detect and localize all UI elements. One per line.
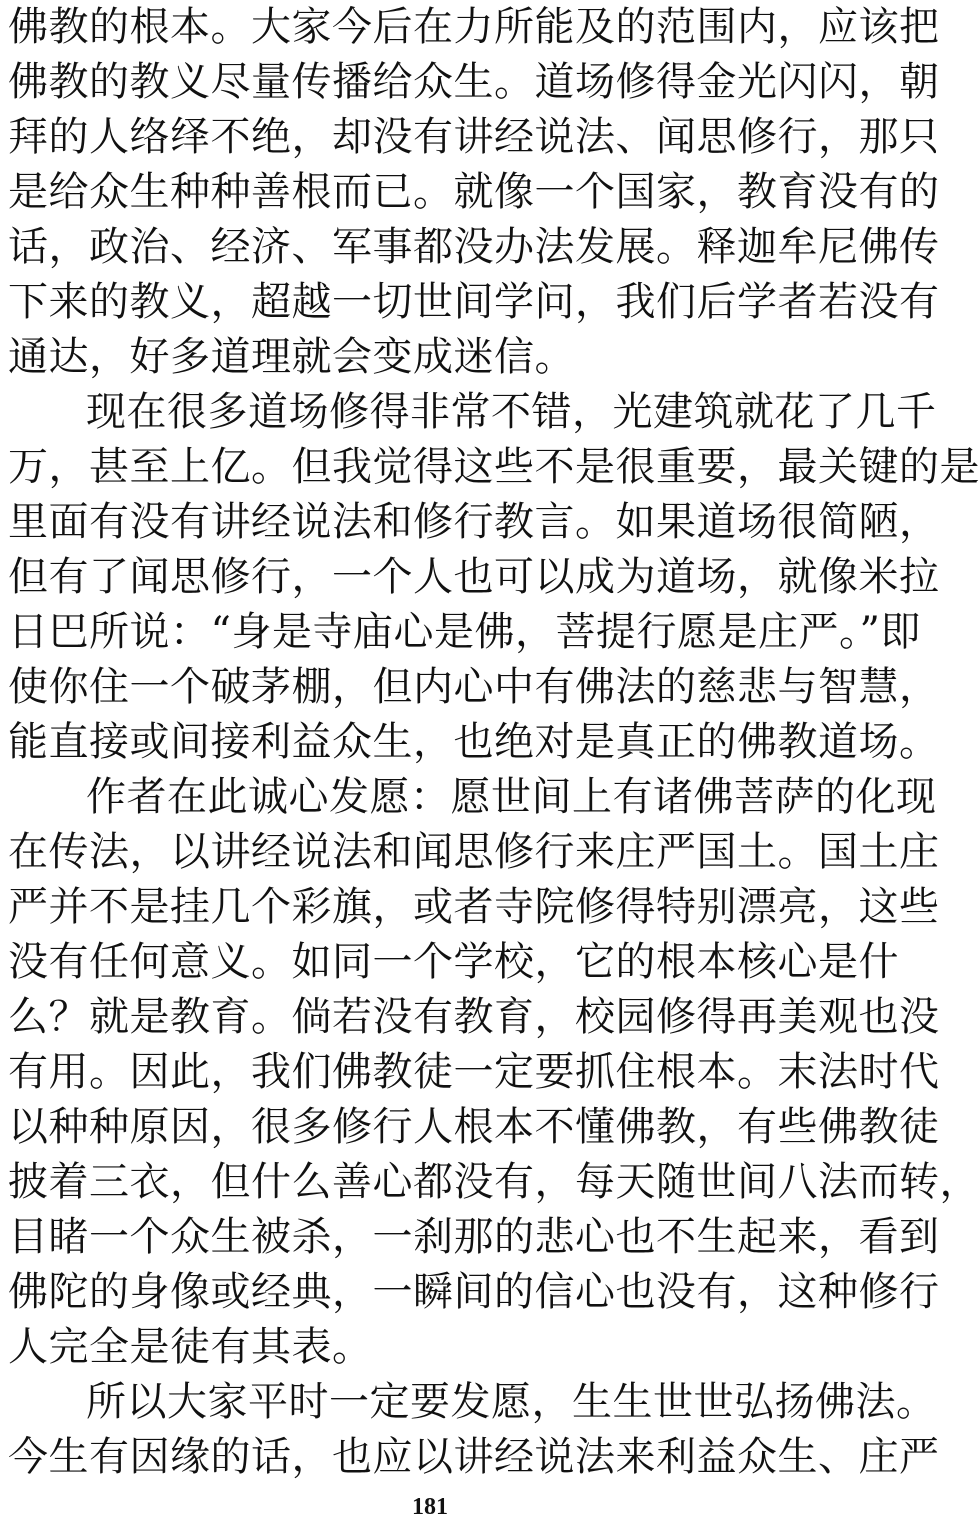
paragraph-start-line: 作者在此诚心发愿：愿世间上有诸佛菩萨的化现 (86, 774, 937, 820)
text-line: 严并不是挂几个彩旗，或者寺院修得特别漂亮，这些 (8, 884, 940, 930)
text-line: 人完全是徒有其表。 (8, 1324, 373, 1370)
text-line: 日巴所说：“身是寺庙心是佛，菩提行愿是庄严。”即 (8, 609, 921, 655)
text-line: 佛教的教义尽量传播给众生。道场修得金光闪闪，朝 (8, 59, 940, 105)
text-line: 使你住一个破茅棚，但内心中有佛法的慈悲与智慧， (8, 664, 940, 710)
text-line: 能直接或间接利益众生，也绝对是真正的佛教道场。 (8, 719, 940, 765)
text-line: 披着三衣，但什么善心都没有，每天随世间八法而转， (8, 1159, 980, 1205)
text-line: 话，政治、经济、军事都没办法发展。释迦牟尼佛传 (8, 224, 940, 270)
text-line: 是给众生种种善根而已。就像一个国家，教育没有的 (8, 169, 940, 215)
text-line: 拜的人络绎不绝，却没有讲经说法、闻思修行，那只 (8, 114, 940, 160)
text-line: 以种种原因，很多修行人根本不懂佛教，有些佛教徒 (8, 1104, 940, 1150)
body-text (8, 0, 980, 1485)
text-line: 里面有没有讲经说法和修行教言。如果道场很简陋， (8, 499, 940, 545)
text-line: 今生有因缘的话，也应以讲经说法来利益众生、庄严 (8, 1434, 940, 1480)
text-line: 但有了闻思修行，一个人也可以成为道场，就像米拉 (8, 554, 940, 600)
text-line: 有用。因此，我们佛教徒一定要抓住根本。末法时代 (8, 1049, 940, 1095)
text-line: 在传法，以讲经说法和闻思修行来庄严国土。国土庄 (8, 829, 940, 875)
text-line: 通达，好多道理就会变成迷信。 (8, 334, 575, 380)
text-line: 没有任何意义。如同一个学校，它的根本核心是什 (8, 939, 899, 985)
paragraph-start-line: 所以大家平时一定要发愿，生生世世弘扬佛法。 (86, 1379, 937, 1425)
paragraph-start-line: 现在很多道场修得非常不错，光建筑就花了几千 (86, 389, 937, 435)
text-line: 下来的教义，超越一切世间学问，我们后学者若没有 (8, 279, 940, 325)
text-line: 佛教的根本。大家今后在力所能及的范围内，应该把 (8, 4, 940, 50)
text-line: 么？就是教育。倘若没有教育，校园修得再美观也没 (8, 994, 940, 1040)
text-line: 万，甚至上亿。但我觉得这些不是很重要，最关键的是 (8, 444, 980, 490)
text-line: 目睹一个众生被杀，一刹那的悲心也不生起来，看到 (8, 1214, 940, 1260)
text-line: 佛陀的身像或经典，一瞬间的信心也没有，这种修行 (8, 1269, 940, 1315)
page-number: 181 (412, 1494, 448, 1520)
